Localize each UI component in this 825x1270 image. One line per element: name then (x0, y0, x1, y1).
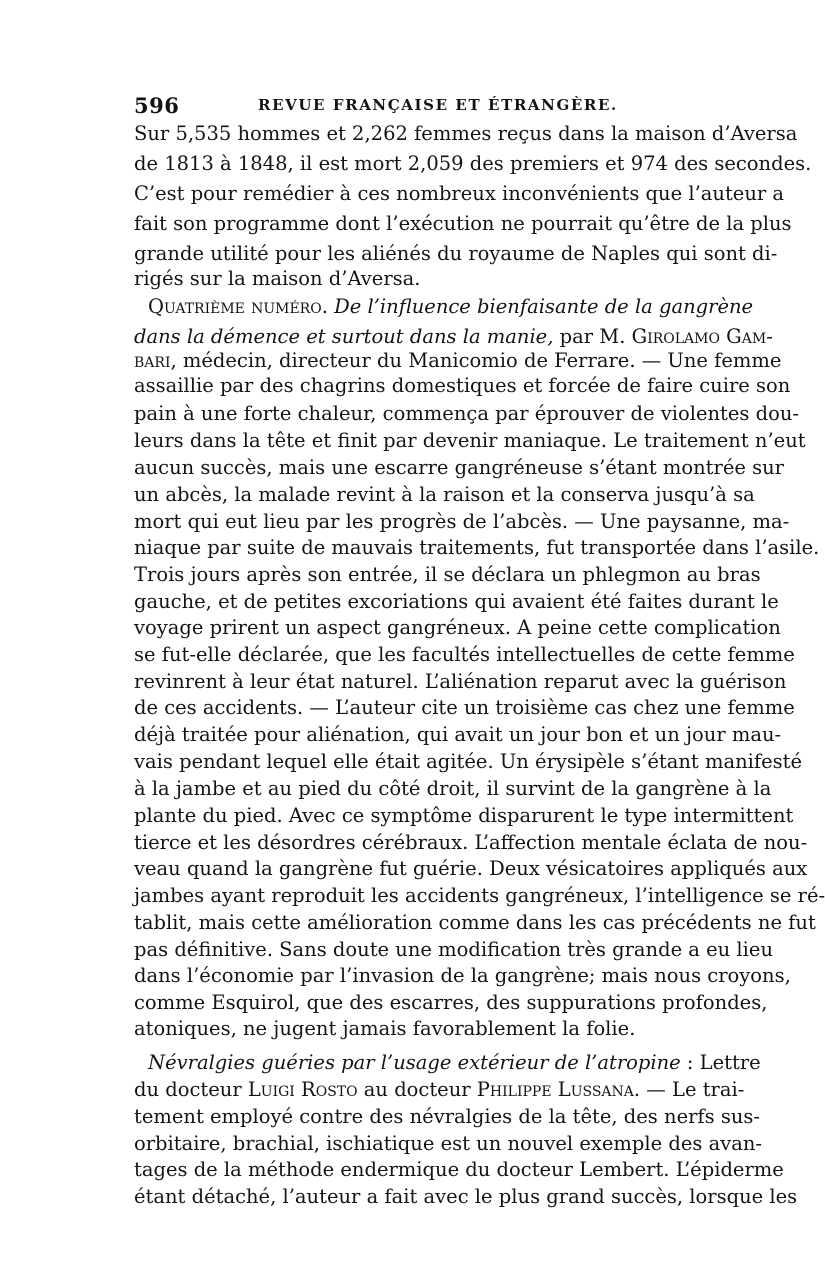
text-line (134, 1181, 798, 1213)
text-run: jambes ayant reproduit les accidents gangréneux, l’intelligence se ré- (134, 884, 825, 907)
text-run: C’est pour remédier à ces nombreux inconvénients que l’auteur a (134, 182, 785, 205)
text-run: , médecin, directeur du Manicomio de Ferrare. — Une femme (170, 349, 782, 372)
text-line (134, 118, 798, 150)
text-run: revinrent à leur état naturel. L’aliénation reparut avec la guérison (134, 670, 787, 693)
text-run: fait son programme dont l’exécution ne pourrait qu’être de la plus (134, 212, 792, 235)
text-run: niaque par suite de mauvais traitements, fut transportée dans l’asile. (134, 536, 820, 559)
text-run: étant détaché, l’auteur a fait avec le plus grand succès, lorsque les (134, 1185, 798, 1208)
small-caps-text: bari (134, 349, 171, 372)
italic-text: Névralgies guéries par l’usage extérieur de l’atropine (148, 1051, 681, 1074)
text-run: comme Esquirol, que des escarres, des suppurations profondes, (134, 991, 768, 1014)
text-run: Trois jours après son entrée, il se déclara un phlegmon au bras (134, 563, 761, 586)
text-line (134, 148, 812, 180)
text-run: voyage prirent un aspect gangréneux. A peine cette complication (134, 616, 781, 639)
text-run: plante du pied. Avec ce symptôme disparurent le type intermittent (134, 804, 794, 827)
text-run: atoniques, ne jugent jamais favorablement la folie. (134, 1017, 636, 1040)
text-run: du docteur (134, 1078, 248, 1101)
text-run: pain à une forte chaleur, commença par éprouver de violentes dou- (134, 402, 799, 425)
text-run: de ces accidents. — L’auteur cite un troisième cas chez une femme (134, 696, 795, 719)
text-run: tablit, mais cette amélioration comme dans les cas précédents ne fut (134, 911, 816, 934)
text-run: aucun succès, mais une escarre gangréneuse s’étant montrée sur (134, 456, 784, 479)
text-line (134, 1013, 670, 1045)
text-line (134, 178, 785, 210)
text-run: par M. (559, 325, 632, 348)
text-run: se fut-elle déclarée, que les facultés intellectuelles de cette femme (134, 643, 795, 666)
text-run: : Lettre (680, 1051, 761, 1074)
text-run: à la jambe et au pied du côté droit, il survint de la gangrène à la (134, 777, 772, 800)
text-run: vais pendant lequel elle était agitée. Un érysipèle s’étant manifesté (134, 750, 803, 773)
text-run: grande utilité pour les aliénés du royaume de Naples qui sont di- (134, 242, 778, 265)
page-number: 596 (134, 93, 180, 118)
text-run: au docteur (357, 1078, 477, 1101)
small-caps-text: Quatrième numéro. (148, 295, 335, 318)
small-caps-text: Luigi Rosto (247, 1078, 358, 1101)
text-run: mort qui eut lieu par les progrès de l’abcès. — Une paysanne, ma- (134, 510, 790, 533)
text-run: déjà traitée pour aliénation, qui avait un jour bon et un jour mau- (134, 723, 782, 746)
text-run: tement employé contre des névralgies de la tête, des nerfs sus- (134, 1105, 761, 1128)
journal-title: REVUE FRANÇAISE ET ÉTRANGÈRE. (258, 96, 618, 114)
small-caps-text: Girolamo Gam- (631, 325, 773, 348)
text-run: . — Le trai- (633, 1078, 745, 1101)
text-run: tierce et les désordres cérébraux. L’affection mentale éclata de nou- (134, 831, 808, 854)
italic-text: De l’influence bienfaisante de la gangrène (334, 295, 754, 318)
small-caps-text: Philippe Lussana (476, 1078, 634, 1101)
text-run: pas définitive. Sans doute une modification très grande a eu lieu (134, 938, 774, 961)
text-line (148, 291, 754, 323)
text-run: gauche, et de petites excoriations qui avaient été faites durant le (134, 590, 779, 613)
text-line (134, 208, 792, 240)
text-run: Sur 5,535 hommes et 2,262 femmes reçus dans la maison d’Aversa (134, 122, 798, 145)
text-run: orbitaire, brachial, ischiatique est un nouvel exemple des avan- (134, 1132, 762, 1155)
text-run: tages de la méthode endermique du docteur Lembert. L’épiderme (134, 1158, 784, 1181)
text-run: assaillie par des chagrins domestiques et forcée de faire cuire son (134, 374, 791, 397)
text-run: veau quand la gangrène fut guérie. Deux vésicatoires appliqués aux (134, 857, 808, 880)
text-run: rigés sur la maison d’Aversa. (134, 267, 421, 290)
text-run: leurs dans la tête et finit par devenir maniaque. Le traitement n’eut (134, 429, 806, 452)
text-run: un abcès, la malade revint à la raison et la conserva jusqu’à sa (134, 483, 755, 506)
italic-text: dans la démence et surtout dans la manie, (134, 325, 560, 348)
text-run: de 1813 à 1848, il est mort 2,059 des premiers et 974 des secondes. (134, 152, 812, 175)
text-run: dans l’économie par l’invasion de la gangrène; mais nous croyons, (134, 964, 791, 987)
